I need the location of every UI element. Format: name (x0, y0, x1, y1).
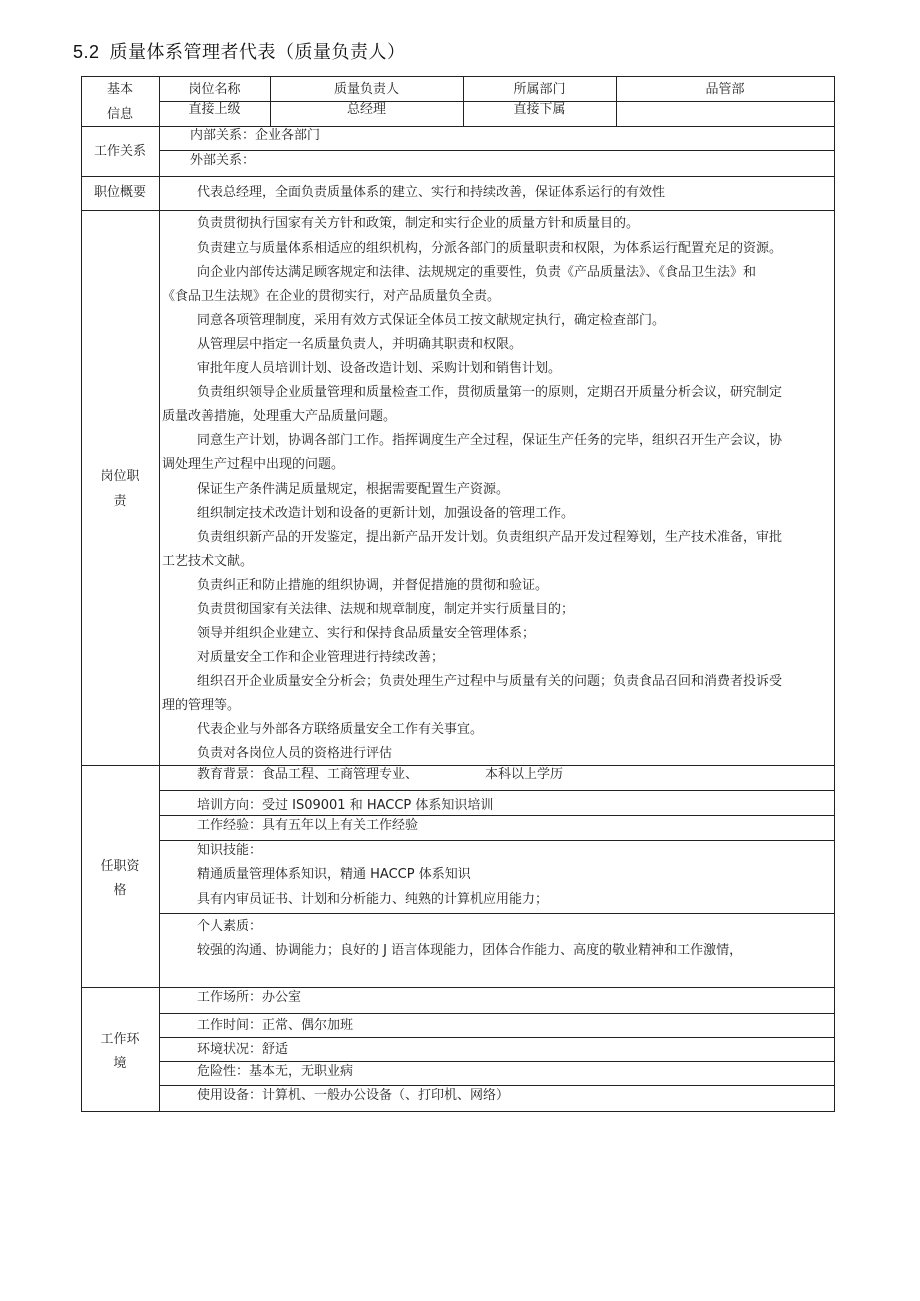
direct-superior-label: 直接上级 (188, 102, 241, 117)
education-background: 教育背景：食品工程、工商管理专业、 (197, 767, 419, 782)
skills-title: 知识技能： (197, 843, 263, 858)
duty-line: 领导并组织企业建立、实行和保持食品质量安全管理体系； (197, 626, 536, 641)
duty-line: 负责组织领导企业质量管理和质量检查工作，贯彻质量第一的原则，定期召开质量分析会议，研究制定 (197, 385, 783, 400)
environment-label-line1: 工作环 (100, 1032, 140, 1047)
education-degree: 本科以上学历 (485, 767, 564, 782)
environment-condition: 环境状况：舒适 (197, 1042, 289, 1057)
department-label: 所属部门 (513, 82, 566, 97)
overview-text: 代表总经理，全面负责质量体系的建立、实行和持续改善，保证体系运行的有效性 (197, 185, 666, 200)
position-name-label: 岗位名称 (188, 82, 241, 97)
duty-line: 审批年度人员培训计划、设备改造计划、采购计划和销售计划。 (197, 361, 562, 376)
section-number: 5.2 (73, 42, 100, 62)
label-column-divider (159, 76, 160, 1112)
duty-line: 负责组织新产品的开发鉴定，提出新产品开发计划。负责组织产品开发过程筹划，生产技术准备，审批 (197, 530, 783, 545)
work-experience: 工作经验：具有五年以上有关工作经验 (197, 818, 419, 833)
duty-line: 从管理层中指定一名质量负责人，并明确其职责和权限。 (197, 337, 523, 352)
equipment: 使用设备：计算机、一般办公设备（、打印机、网络） (197, 1088, 510, 1103)
duty-line: 调处理生产过程中出现的问题。 (162, 457, 345, 472)
duty-line: 工艺技术文献。 (162, 554, 254, 569)
risk: 危险性：基本无，无职业病 (197, 1064, 354, 1079)
environment-label-line2: 境 (113, 1056, 127, 1071)
table-border-right (834, 76, 835, 1112)
duty-line: 负责纠正和防止措施的组织协调，并督促措施的贯彻和验证。 (197, 578, 549, 593)
direct-subordinate-label: 直接下属 (513, 102, 566, 117)
skills-line: 具有内审员证书、计划和分析能力、纯熟的计算机应用能力； (197, 892, 549, 907)
basic-info-label-line1: 基本 (106, 82, 133, 97)
work-relations-label: 工作关系 (93, 144, 146, 159)
basic-info-label-line2: 信息 (106, 107, 133, 122)
section-divider (81, 987, 835, 988)
table-border-top (81, 76, 835, 77)
duty-line: 负责贯彻国家有关法律、法规和规章制度，制定并实行质量目的； (197, 602, 575, 617)
row-divider (159, 150, 835, 151)
duty-line: 同意生产计划，协调各部门工作。指挥调度生产全过程，保证生产任务的完毕，组织召开生产会议，协 (197, 433, 783, 448)
row-divider (159, 790, 835, 791)
qualifications-label-line2: 格 (113, 883, 127, 898)
row-divider (159, 1061, 835, 1062)
duty-line: 向企业内部传达满足顾客规定和法律、法规规定的重要性，负责《产品质量法》、《食品卫生法》和 (197, 265, 757, 280)
duty-line: 负责贯彻执行国家有关方针和政策，制定和实行企业的质量方针和质量目的。 (197, 216, 640, 231)
section-divider (81, 176, 835, 177)
duty-line: 质量改善措施，处理重大产品质量问题。 (162, 409, 397, 424)
work-time: 工作时间：正常、偶尔加班 (197, 1018, 354, 1033)
personal-quality-text: 较强的沟通、协调能力；良好的 J 语言体现能力，团体合作能力、高度的敬业精神和工作激情， (197, 943, 743, 958)
section-divider (81, 210, 835, 211)
duty-line: 组织召开企业质量安全分析会；负责处理生产过程中与质量有关的问题；负责食品召回和消费者投诉受 (197, 674, 783, 689)
duty-line: 同意各项管理制度，采用有效方式保证全体员工按文献规定执行，确定检查部门。 (197, 313, 666, 328)
duty-line: 《食品卫生法规》在企业的贯彻实行，对产品质量负全责。 (162, 289, 501, 304)
row-divider (159, 1037, 835, 1038)
skills-line: 精通质量管理体系知识，精通 HACCP 体系知识 (197, 867, 471, 882)
duty-line: 保证生产条件满足质量规定，根据需要配置生产资源。 (197, 482, 510, 497)
duty-line: 代表企业与外部各方联络质量安全工作有关事宜。 (197, 722, 484, 737)
direct-superior-value: 总经理 (346, 102, 386, 117)
section-divider (81, 126, 835, 127)
duty-line: 组织制定技术改造计划和设备的更新计划，加强设备的管理工作。 (197, 506, 575, 521)
row-divider (159, 1013, 835, 1014)
overview-label: 职位概要 (93, 185, 146, 200)
duty-line: 负责对各岗位人员的资格进行评估 (197, 746, 393, 761)
section-title: 质量体系管理者代表（质量负责人） (109, 42, 406, 63)
department-value: 品管部 (705, 82, 745, 97)
duties-label-line2: 责 (113, 494, 127, 509)
external-relations: 外部关系： (190, 153, 256, 168)
duty-line: 理的管理等。 (162, 698, 241, 713)
row-divider (159, 815, 835, 816)
position-name-value: 质量负责人 (333, 82, 399, 97)
row-divider (159, 1085, 835, 1086)
duty-line: 负责建立与质量体系相适应的组织机构，分派各部门的质量职责和权限，为体系运行配置充足的资源。 (197, 241, 783, 256)
qualifications-label-line1: 任职资 (100, 859, 140, 874)
section-divider (81, 765, 835, 766)
work-place: 工作场所：办公室 (197, 990, 302, 1005)
duty-line: 对质量安全工作和企业管理进行持续改善； (197, 650, 445, 665)
duties-label-line1: 岗位职 (100, 469, 140, 484)
row-divider (159, 840, 835, 841)
table-border-left (81, 76, 82, 1112)
training-direction: 培训方向：受过 IS09001 和 HACCP 体系知识培训 (197, 798, 494, 813)
personal-quality-title: 个人素质： (197, 919, 263, 934)
table-border-bottom (81, 1111, 835, 1112)
internal-relations: 内部关系：企业各部门 (190, 128, 321, 143)
row-divider (159, 913, 835, 914)
page-title (73, 38, 406, 64)
